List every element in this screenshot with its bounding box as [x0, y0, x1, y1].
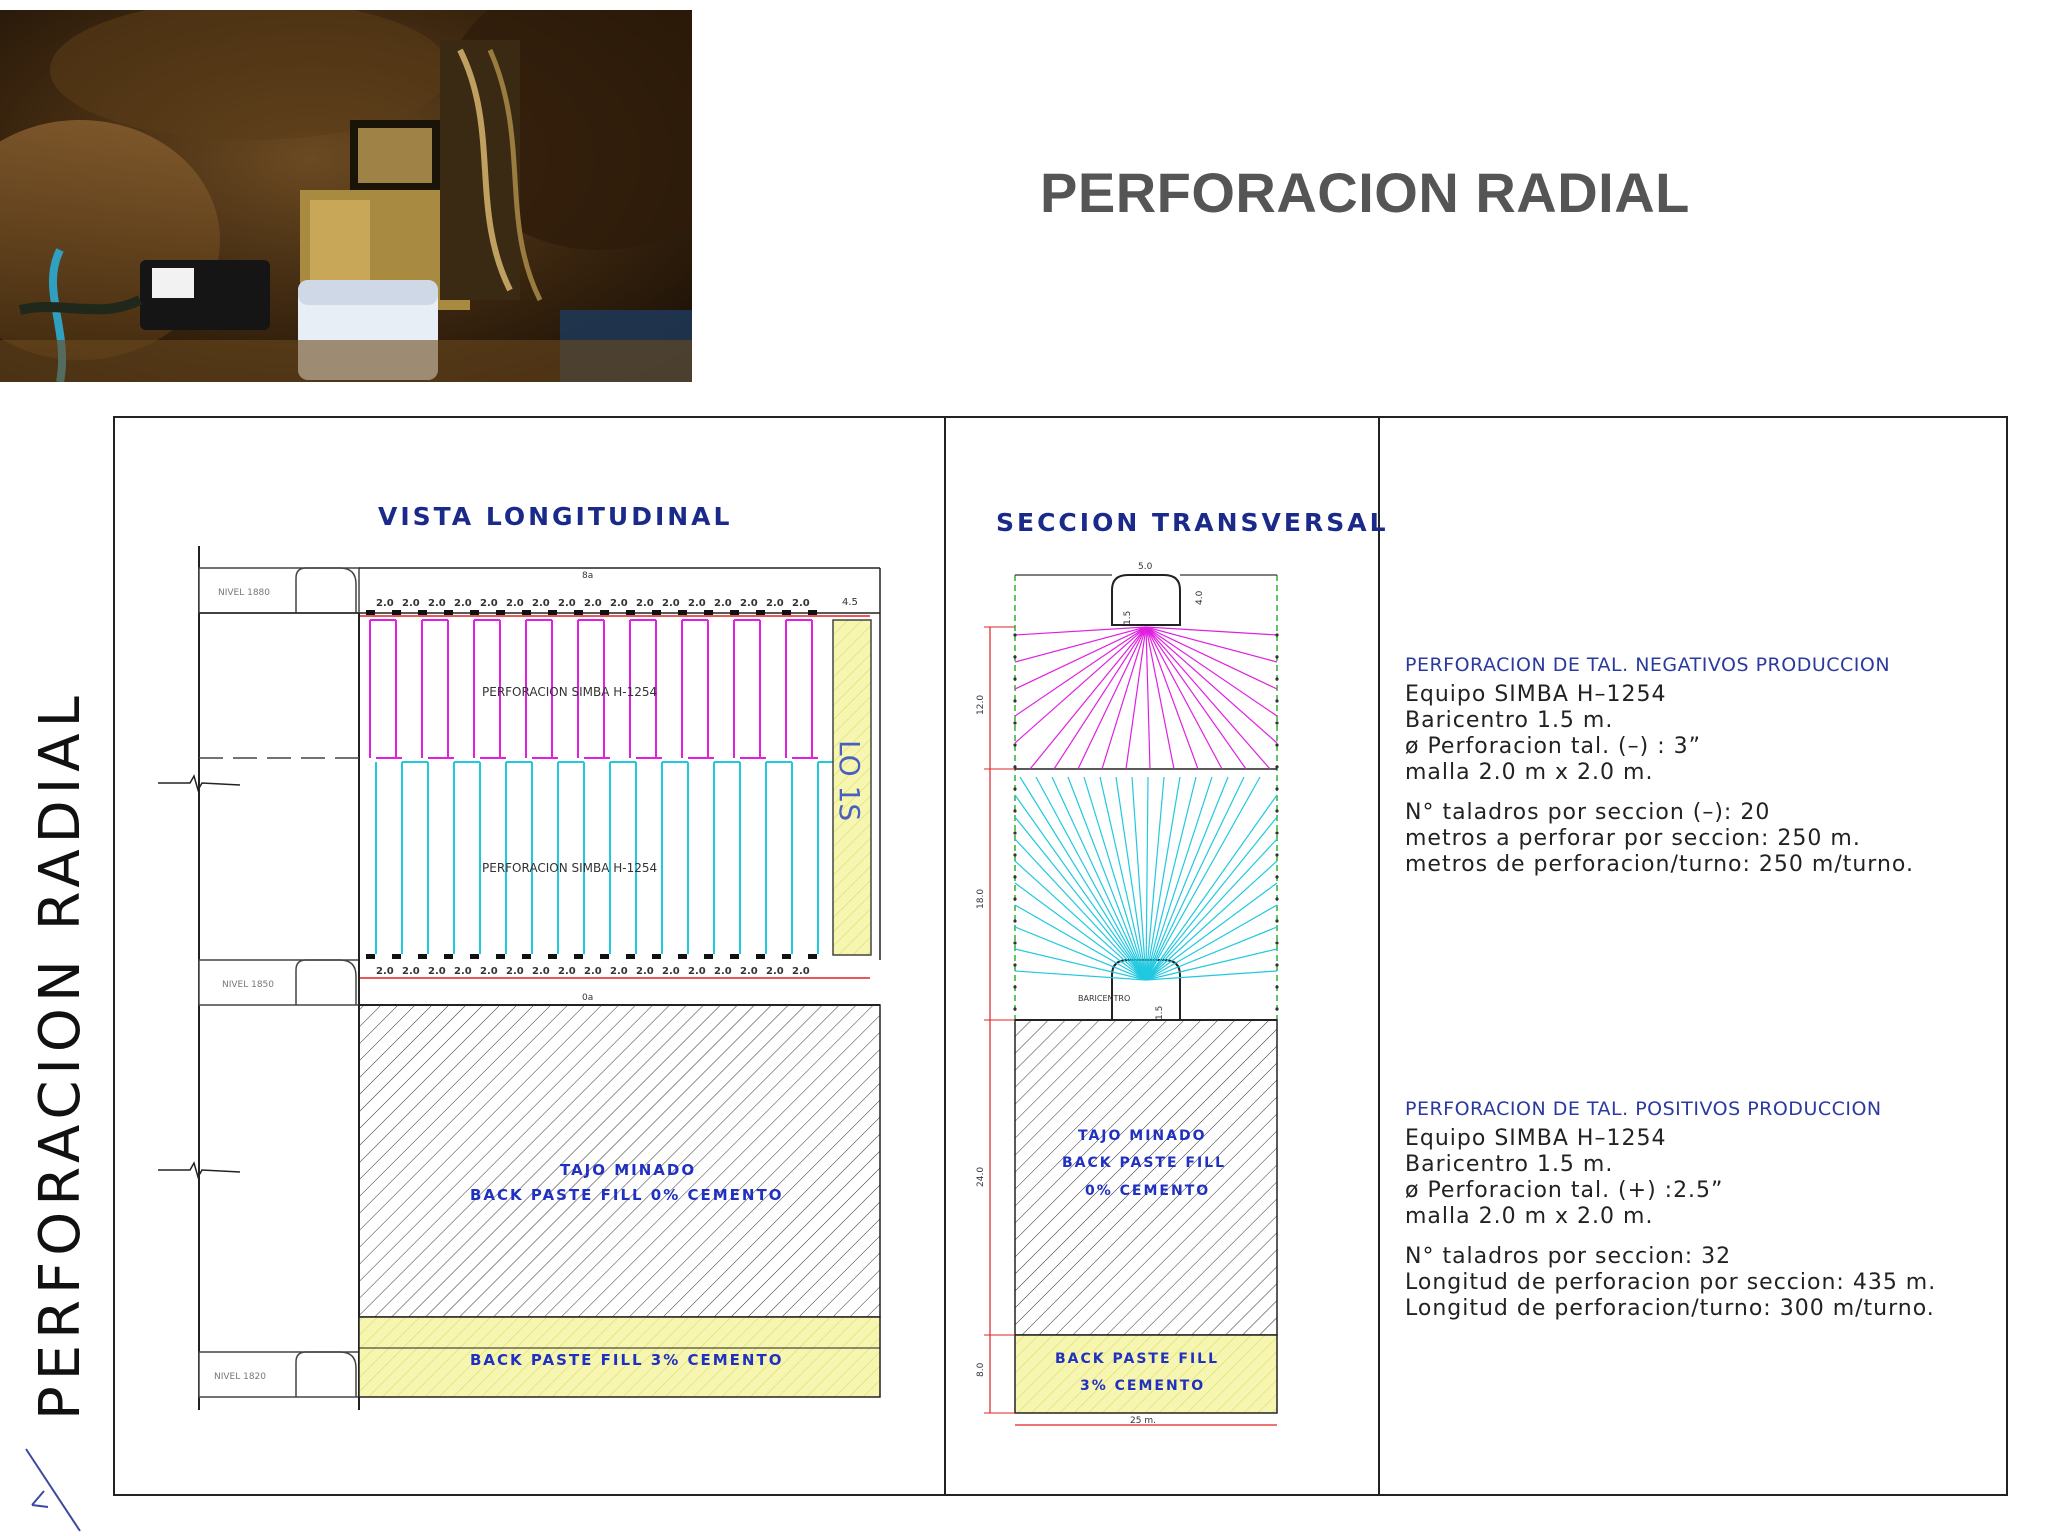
- hole-marker: [1013, 787, 1016, 790]
- drill-label-lower: PERFORACION SIMBA H-1254: [482, 861, 658, 875]
- hole-marker: [1013, 875, 1016, 878]
- hole-marker: [1013, 985, 1016, 988]
- collar-marker: [392, 610, 401, 615]
- panel-divider-2: [1378, 416, 1380, 1496]
- negative-fan-hole: [1146, 627, 1222, 769]
- drill-rig-photo: [0, 10, 692, 382]
- hole-marker: [1275, 765, 1278, 768]
- negative-info-header: PERFORACION DE TAL. NEGATIVOS PRODUCCION: [1405, 654, 1891, 676]
- positive-fan-hole: [1015, 817, 1146, 980]
- spacing-label: 2.0: [402, 598, 420, 609]
- hole-marker: [1013, 765, 1016, 768]
- collar-marker: [444, 610, 453, 615]
- spacing-label: 2.0: [610, 966, 628, 977]
- nivel-1820-label: NIVEL 1820: [214, 1372, 267, 1382]
- spacing-label: 2.0: [558, 966, 576, 977]
- positive-fan-hole: [1146, 795, 1277, 980]
- negative-holes-info: [1405, 654, 1914, 878]
- positive-fan-hole: [1015, 861, 1146, 980]
- bottom-width-label: 25 m.: [1130, 1416, 1156, 1426]
- spacing-label: 2.0: [636, 598, 654, 609]
- fill-label: BACK PASTE FILL 3% CEMENTO: [470, 1351, 784, 1369]
- hole-marker: [1013, 699, 1016, 702]
- collar-marker: [418, 954, 427, 959]
- hole-marker: [1275, 1007, 1278, 1010]
- spacing-label: 2.0: [688, 598, 706, 609]
- pillar-side-label: LO 1S: [833, 740, 866, 822]
- negative-info-line: Equipo SIMBA H–1254: [1405, 682, 1667, 707]
- hole-marker: [1275, 699, 1278, 702]
- spacing-label: 2.0: [792, 598, 810, 609]
- collar-marker: [600, 610, 609, 615]
- collar-marker: [522, 954, 531, 959]
- positive-fan-hole: [1116, 777, 1146, 980]
- collar-marker: [756, 610, 765, 615]
- north-arrow-icon: [18, 1445, 88, 1535]
- spacing-label: 2.0: [740, 598, 758, 609]
- fill-line2: 3% CEMENTO: [1080, 1378, 1206, 1394]
- transversal-section-title: SECCION TRANSVERSAL: [996, 508, 1389, 537]
- spacing-label: 2.0: [662, 598, 680, 609]
- spacing-label: 2.0: [714, 598, 732, 609]
- longitudinal-view-title: VISTA LONGITUDINAL: [378, 502, 733, 531]
- negative-fan-hole: [1146, 627, 1277, 635]
- hole-marker: [1275, 633, 1278, 636]
- collar-marker: [678, 610, 687, 615]
- spacing-label: 2.0: [480, 598, 498, 609]
- spacing-label: 2.0: [506, 598, 524, 609]
- positive-info-line: Longitud de perforacion por seccion: 435 m.: [1405, 1270, 1937, 1295]
- spacing-label: 2.0: [506, 966, 524, 977]
- hole-marker: [1275, 831, 1278, 834]
- spacing-label: 2.0: [766, 966, 784, 977]
- hole-marker: [1013, 633, 1016, 636]
- spacing-label: 2.0: [740, 966, 758, 977]
- negative-info-line: malla 2.0 m x 2.0 m.: [1405, 760, 1654, 785]
- bar-label-bottom: 1.5: [1155, 1005, 1165, 1020]
- top-label: 8a: [582, 571, 594, 581]
- negative-fan-hole: [1146, 627, 1246, 769]
- negative-fan-hole: [1015, 627, 1146, 716]
- slide-title: PERFORACION RADIAL: [1040, 161, 1690, 224]
- bar-label-top: 1.5: [1123, 610, 1133, 625]
- spacing-label: 2.0: [792, 966, 810, 977]
- baricentro-label: BARICENTRO: [1078, 994, 1131, 1003]
- hole-marker: [1275, 721, 1278, 724]
- collar-marker: [782, 954, 791, 959]
- collar-marker: [496, 610, 505, 615]
- dim-mined-label: 24.0: [976, 1166, 986, 1187]
- collar-marker: [600, 954, 609, 959]
- negative-fan-hole: [1146, 627, 1150, 769]
- collar-marker: [652, 610, 661, 615]
- hole-marker: [1013, 743, 1016, 746]
- collar-marker: [808, 610, 817, 615]
- collar-marker: [548, 610, 557, 615]
- positive-fan-hole: [1052, 777, 1146, 980]
- hole-marker: [1275, 787, 1278, 790]
- mined-label-line1: TAJO MINADO: [560, 1161, 697, 1179]
- collar-marker: [626, 610, 635, 615]
- collar-marker: [704, 954, 713, 959]
- collar-marker: [678, 954, 687, 959]
- hole-marker: [1275, 875, 1278, 878]
- hole-marker: [1013, 941, 1016, 944]
- collar-marker: [496, 954, 505, 959]
- fill-line1: BACK PASTE FILL: [1055, 1351, 1219, 1367]
- hole-marker: [1275, 897, 1278, 900]
- side-dim-label: 4.0: [1195, 590, 1205, 605]
- collar-marker: [626, 954, 635, 959]
- positive-info-line: malla 2.0 m x 2.0 m.: [1405, 1204, 1654, 1229]
- collar-marker: [782, 610, 791, 615]
- collar-marker: [366, 610, 375, 615]
- spacing-label: 2.0: [532, 966, 550, 977]
- hole-marker: [1013, 809, 1016, 812]
- collar-marker: [808, 954, 817, 959]
- hole-marker: [1013, 721, 1016, 724]
- spacing-label: 2.0: [428, 598, 446, 609]
- positive-fan-hole: [1015, 795, 1146, 980]
- hole-marker: [1275, 677, 1278, 680]
- negative-fan-hole: [1015, 627, 1146, 635]
- spacing-label: 2.0: [402, 966, 420, 977]
- hole-marker: [1013, 677, 1016, 680]
- collar-marker: [522, 610, 531, 615]
- collar-marker: [418, 610, 427, 615]
- dim-upper-label: 12.0: [976, 694, 986, 715]
- collar-marker: [470, 954, 479, 959]
- positive-fan-hole: [1020, 777, 1146, 980]
- hole-marker: [1275, 853, 1278, 856]
- spacing-label: 2.0: [766, 598, 784, 609]
- end-dimension-label: 4.5: [842, 597, 858, 608]
- positive-holes-info: [1405, 1098, 1936, 1322]
- spacing-label: 2.0: [662, 966, 680, 977]
- hole-marker: [1275, 919, 1278, 922]
- positive-info-header: PERFORACION DE TAL. POSITIVOS PRODUCCION: [1405, 1098, 1882, 1120]
- transversal-section: [970, 555, 1300, 1435]
- spacing-label: 2.0: [454, 598, 472, 609]
- spacing-label: 2.0: [376, 966, 394, 977]
- collar-marker: [730, 610, 739, 615]
- mined-label-line2: BACK PASTE FILL 0% CEMENTO: [470, 1186, 784, 1204]
- spacing-label: 2.0: [558, 598, 576, 609]
- collar-marker: [652, 954, 661, 959]
- negative-info-line: metros a perforar por seccion: 250 m.: [1405, 826, 1861, 851]
- hole-marker: [1013, 963, 1016, 966]
- collar-marker: [574, 954, 583, 959]
- positive-fan-hole: [1146, 777, 1148, 980]
- positive-info-line: ø Perforacion tal. (+) :2.5”: [1405, 1178, 1724, 1203]
- negative-info-line: ø Perforacion tal. (–) : 3”: [1405, 734, 1702, 759]
- collar-marker: [548, 954, 557, 959]
- longitudinal-view: [150, 540, 910, 1420]
- spacing-label: 2.0: [428, 966, 446, 977]
- vertical-side-title: PERFORACION RADIAL: [28, 690, 93, 1420]
- spacing-label: 2.0: [610, 598, 628, 609]
- collar-marker: [444, 954, 453, 959]
- spacing-label: 2.0: [480, 966, 498, 977]
- collar-marker: [470, 610, 479, 615]
- hole-marker: [1013, 1007, 1016, 1010]
- positive-info-line: Longitud de perforacion/turno: 300 m/turno.: [1405, 1296, 1935, 1321]
- spacing-label: 2.0: [636, 966, 654, 977]
- positive-info-line: Equipo SIMBA H–1254: [1405, 1126, 1667, 1151]
- hole-marker: [1013, 853, 1016, 856]
- dim-lower-label: 18.0: [976, 888, 986, 909]
- nivel-1850-label: NIVEL 1850: [222, 980, 275, 990]
- mined-line1: TAJO MINADO: [1078, 1128, 1207, 1144]
- drill-label-upper: PERFORACION SIMBA H-1254: [482, 685, 658, 699]
- spacing-label: 2.0: [376, 598, 394, 609]
- spacing-label: 2.0: [584, 966, 602, 977]
- hole-marker: [1275, 809, 1278, 812]
- spacing-label: 2.0: [454, 966, 472, 977]
- hole-marker: [1275, 941, 1278, 944]
- dim-fill-label: 8.0: [976, 1362, 986, 1377]
- collar-marker: [392, 954, 401, 959]
- positive-info-line: Baricentro 1.5 m.: [1405, 1152, 1614, 1177]
- collar-marker: [730, 954, 739, 959]
- collar-marker: [756, 954, 765, 959]
- top-width-label: 5.0: [1138, 562, 1153, 572]
- nivel-1880-label: NIVEL 1880: [218, 588, 271, 598]
- collar-marker: [366, 954, 375, 959]
- panel-divider-1: [944, 416, 946, 1496]
- collar-marker: [704, 610, 713, 615]
- hole-marker: [1013, 919, 1016, 922]
- hole-marker: [1013, 655, 1016, 658]
- spacing-label: 2.0: [584, 598, 602, 609]
- negative-info-line: metros de perforacion/turno: 250 m/turno.: [1405, 852, 1914, 877]
- hole-marker: [1275, 655, 1278, 658]
- hole-marker: [1275, 743, 1278, 746]
- spacing-label: 2.0: [532, 598, 550, 609]
- mid-label: 0a: [582, 993, 594, 1003]
- mined-line3: 0% CEMENTO: [1085, 1183, 1211, 1199]
- negative-info-line: N° taladros por seccion (–): 20: [1405, 800, 1771, 825]
- hole-marker: [1275, 963, 1278, 966]
- negative-info-line: Baricentro 1.5 m.: [1405, 708, 1614, 733]
- collar-marker: [574, 610, 583, 615]
- spacing-label: 2.0: [714, 966, 732, 977]
- hole-marker: [1275, 985, 1278, 988]
- hole-marker: [1013, 897, 1016, 900]
- positive-info-line: N° taladros por seccion: 32: [1405, 1244, 1732, 1269]
- mined-line2: BACK PASTE FILL: [1062, 1155, 1226, 1171]
- hole-marker: [1013, 831, 1016, 834]
- positive-fan-hole: [1146, 905, 1277, 980]
- spacing-label: 2.0: [688, 966, 706, 977]
- negative-fan-hole: [1102, 627, 1146, 769]
